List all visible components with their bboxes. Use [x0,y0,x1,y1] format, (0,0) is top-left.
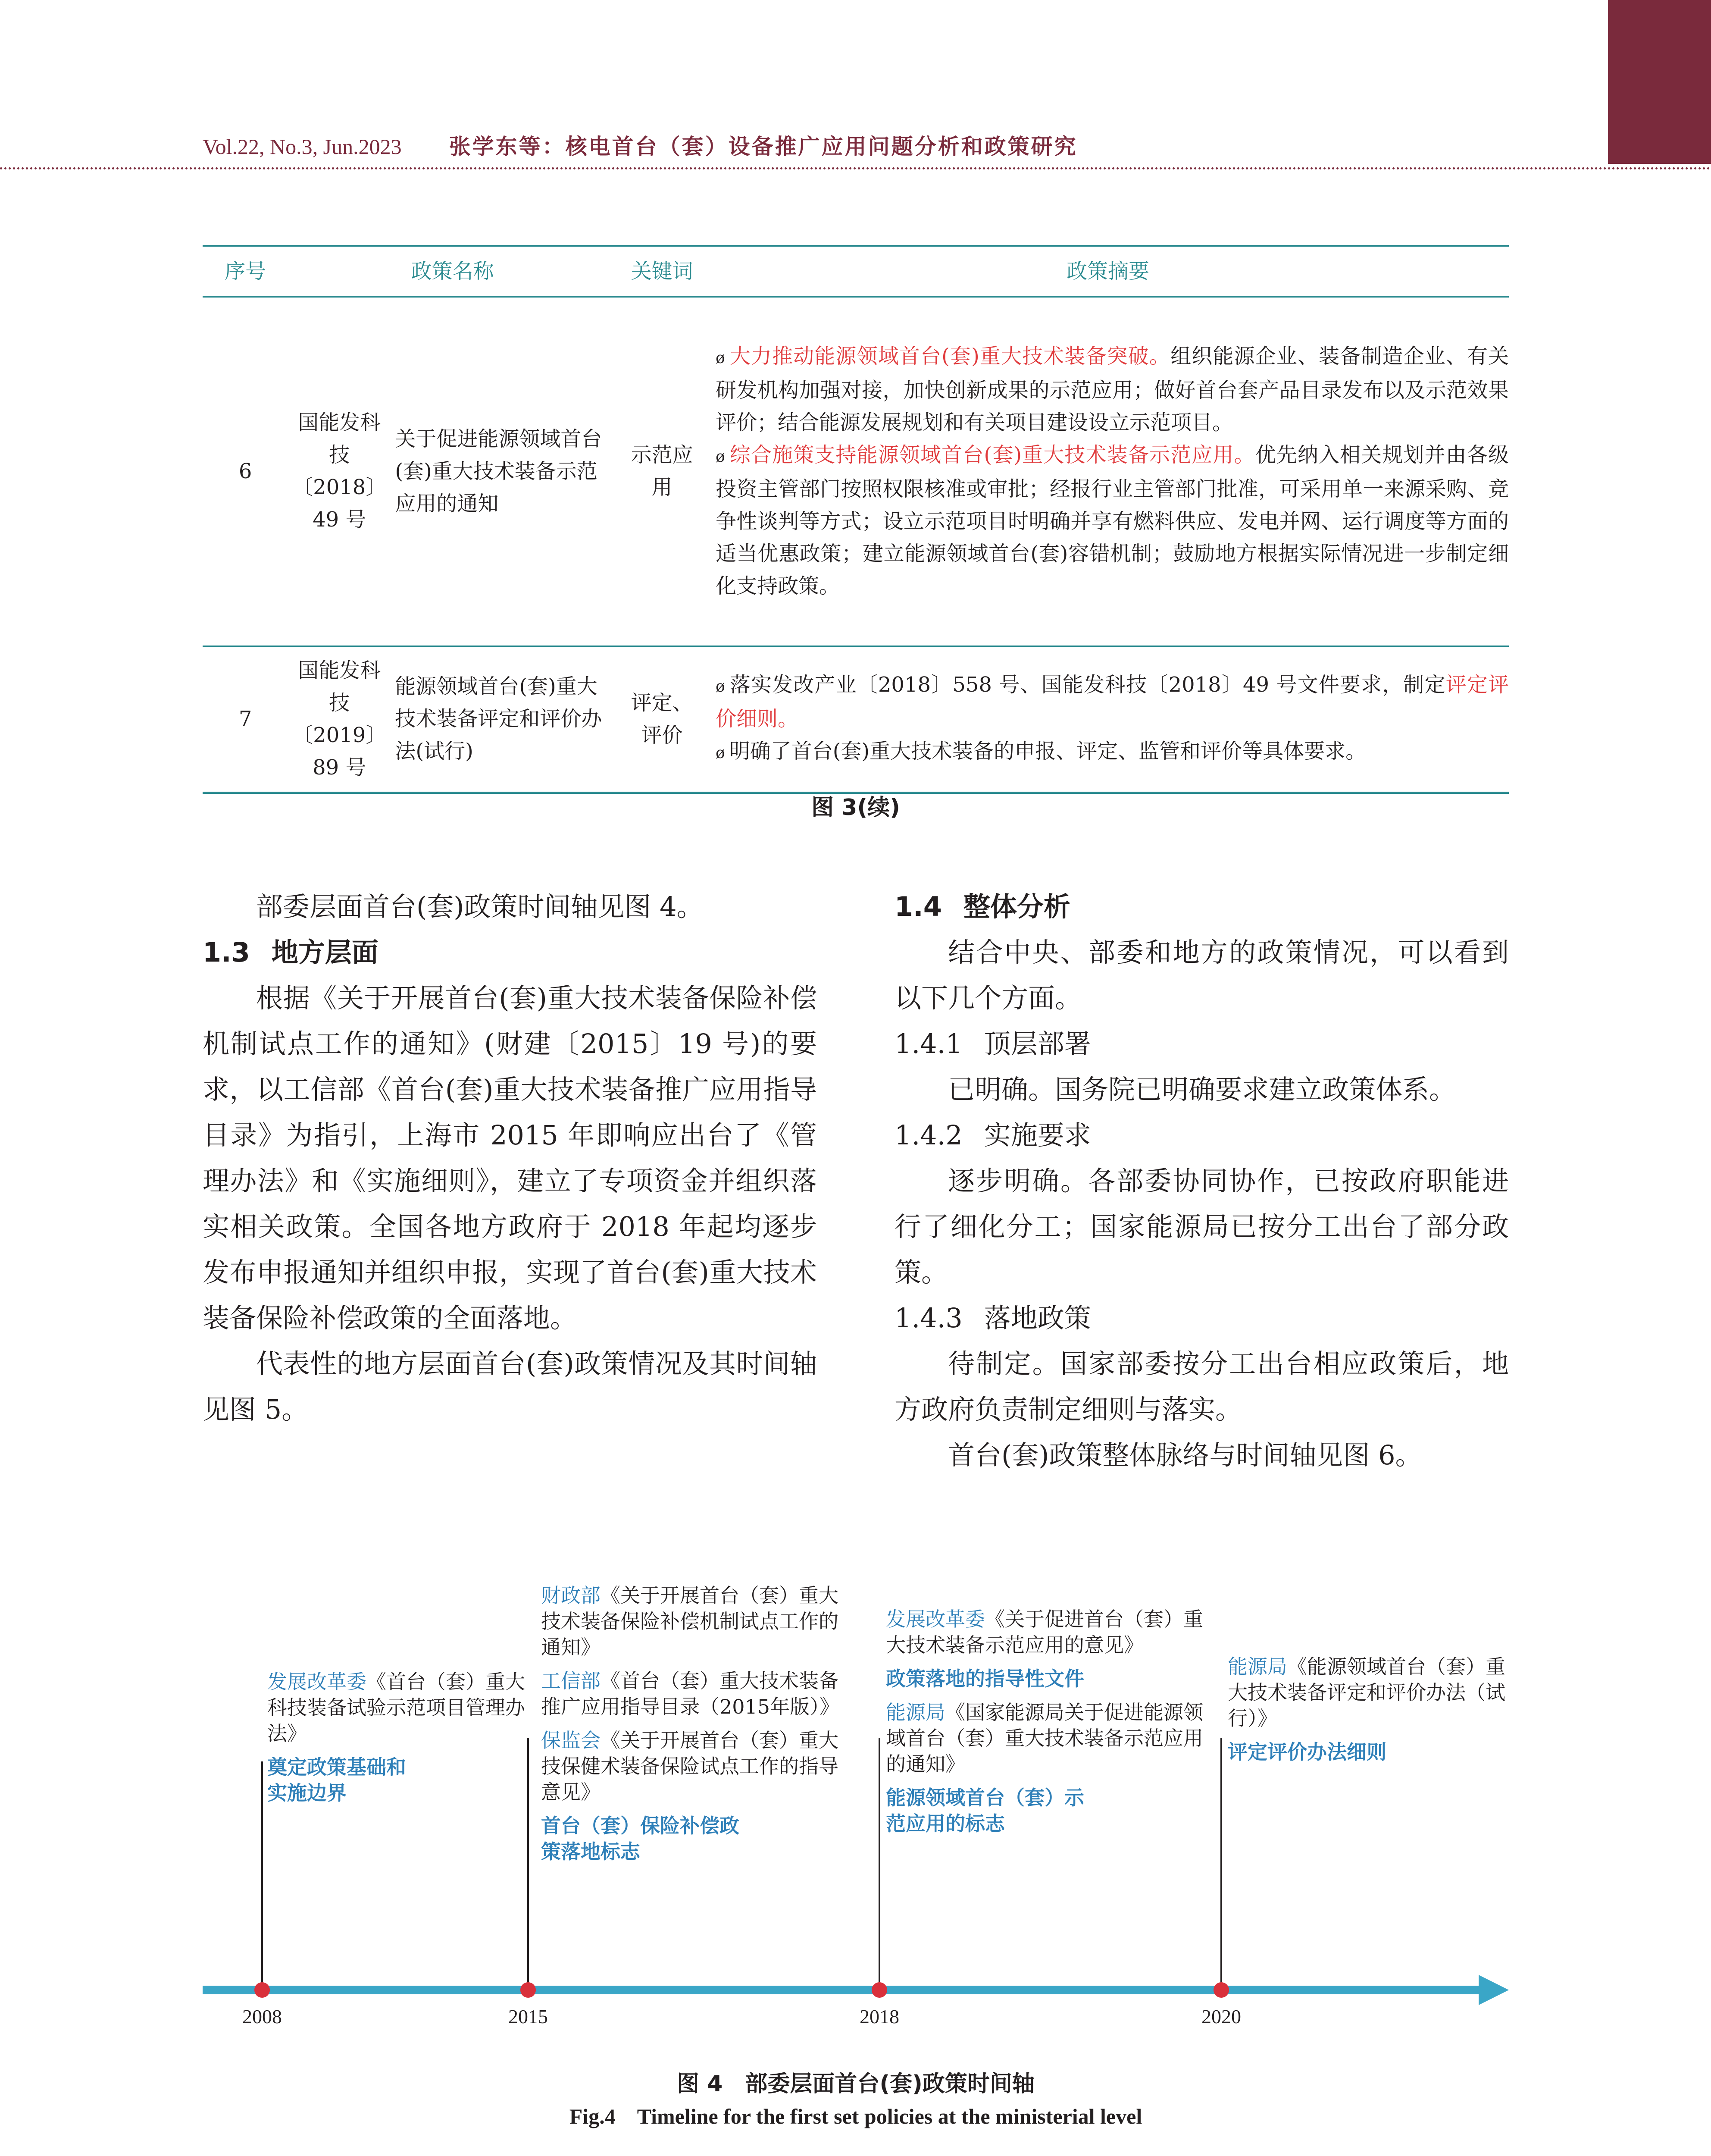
col-header-no: 序号 [203,246,288,297]
paragraph: 首台(套)政策整体脉络与时间轴见图 6。 [948,1439,1422,1471]
summary-bullet: ø 落实发改产业〔2018〕558 号、国能发科技〔2018〕49 号文件要求，制定评定评价细则。 [716,673,1509,731]
journal-volume: Vol.22, No.3, Jun.2023 [203,135,402,159]
timeline-arrowhead [1479,1975,1509,2005]
paragraph: 结合中央、部委和地方的政策情况，可以看到以下几个方面。 [895,937,1509,1014]
timeline-note: 评定评价办法细则 [1228,1740,1386,1764]
table-caption: 图 3(续) [811,795,900,821]
section-heading: 1.4 整体分析 [895,891,1070,922]
row-number: 6 [203,297,288,646]
policy-summary [707,646,1509,793]
subsection-heading: 1.4.1 顶层部署 [895,1028,1091,1059]
timeline-event-2015: 财政部《关于开展首台（套）重大技术装备保险补偿机制试点工作的通知》 工信部《首台（套）重大技术装备推广应用指导目录（2015年版）》 保监会《关于开展首台（套）重大技保健术装备保险试点工作的指导意见》 首台（套）保险补偿政策落地标志 [541,1583,851,1865]
body-column-left [203,884,817,1432]
paragraph: 已明确。国务院已明确要求建立政策体系。 [948,1074,1456,1105]
figure-caption-en: Fig.4 Timeline for the first set policies at the ministerial level [569,2104,1142,2128]
policy-timeline [203,1578,1517,2031]
col-header-summary: 政策摘要 [707,246,1509,297]
summary-bullet: ø 大力推动能源领域首台(套)重大技术装备突破。组织能源企业、装备制造企业、有关研发机构加强对接，加快创新成果的示范应用；做好首台套产品目录发布以及示范效果评价；结合能源发展规划和有关项目建设设立示范项目。 [716,344,1509,435]
paragraph: 部委层面首台(套)政策时间轴见图 4。 [256,891,704,922]
doc-number: 国能发科技 〔2019〕89 号 [288,646,391,793]
body-column-right [895,884,1509,1478]
paragraph: 根据《关于开展首台(套)重大技术装备保险补偿机制试点工作的通知》(财建〔2015〕19 号)的要求，以工信部《首台(套)重大技术装备推广应用指导目录》为指引，上海市 2015 年即响应出台了《管理办法》和《实施细则》，建立了专项资金并组织落实相关政策。全国各地方政府于 2018 年起均逐步发布申报通知并组织申报，实现了首台(套)重大技术装备保险补偿政策的全面落地。 [203,982,817,1334]
policy-title: 关于促进能源领域首台(套)重大技术装备示范应用的通知 [391,297,617,646]
paragraph: 代表性的地方层面首台(套)政策情况及其时间轴见图 5。 [203,1348,817,1425]
timeline-dot [520,1982,536,1998]
corner-tab [1608,0,1711,164]
policy-keyword: 评定、评价 [617,646,707,793]
subsection-heading: 1.4.2 实施要求 [895,1119,1091,1151]
timeline-year: 2018 [860,2006,899,2028]
timeline-note: 首台（套）保险补偿政策落地标志 [541,1814,739,1863]
timeline-year: 2015 [508,2006,548,2028]
policy-keyword: 示范应用 [617,297,707,646]
paragraph: 逐步明确。各部委协同协作，已按政府职能进行了细化分工；国家能源局已按分工出台了部分政策。 [895,1165,1509,1288]
subsection-heading: 1.4.3 落地政策 [895,1302,1091,1334]
summary-bullet: ø 综合施策支持能源领域首台(套)重大技术装备示范应用。优先纳入相关规划并由各级投资主管部门按照权限核准或审批；经报行业主管部门批准，可采用单一来源采购、竞争性谈判等方式；设立示范项目时明确并享有燃料供应、发电并网、运行调度等方面的适当优惠政策；建立能源领域首台(套)容错机制；鼓励地方根据实际情况进一步制定细化支持政策。 [716,443,1509,599]
policy-summary [707,297,1509,646]
row-number: 7 [203,646,288,793]
timeline-dot [1214,1982,1229,1998]
paragraph: 待制定。国家部委按分工出台相应政策后，地方政府负责制定细则与落实。 [895,1348,1509,1425]
col-header-name: 政策名称 [288,246,617,297]
summary-bullet: ø 明确了首台(套)重大技术装备的申报、评定、监管和评价等具体要求。 [716,739,1367,763]
policy-title: 能源领域首台(套)重大技术装备评定和评价办法(试行) [391,646,617,793]
running-head [203,129,1078,164]
timeline-note: 奠定政策基础和实施边界 [267,1755,406,1805]
timeline-year: 2020 [1201,2006,1241,2028]
article-title: 张学东等：核电首台（套）设备推广应用问题分析和政策研究 [449,134,1078,159]
timeline-note: 政策落地的指导性文件 [886,1667,1084,1690]
timeline-event-2008: 发展改革委《首台（套）重大科技装备试验示范项目管理办法》 奠定政策基础和实施边界 [267,1669,526,1806]
timeline-event-2020: 能源局《能源领域首台（套）重大技术装备评定和评价办法（试行）》 评定评价办法细则 [1228,1654,1512,1765]
timeline-dot [872,1982,887,1998]
section-heading: 1.3 地方层面 [203,937,378,968]
table-row [203,646,1509,793]
policy-table [203,245,1509,794]
timeline-note: 能源领域首台（套）示范应用的标志 [886,1786,1084,1835]
timeline-event-2018: 发展改革委《关于促进首台（套）重大技术装备示范应用的意见》 政策落地的指导性文件 能源局《国家能源局关于促进能源领域首台（套）重大技术装备示范应用的通知》 能源领域首台（套）示范应用的标志 [886,1606,1218,1836]
figure-caption-cn: 图 4 部委层面首台(套)政策时间轴 [677,2071,1035,2097]
doc-number: 国能发科技 〔2018〕49 号 [288,297,391,646]
header-rule [0,167,1711,169]
col-header-keyword: 关键词 [617,246,707,297]
timeline-year: 2008 [242,2006,282,2028]
timeline-dot [254,1982,270,1998]
table-row [203,297,1509,646]
